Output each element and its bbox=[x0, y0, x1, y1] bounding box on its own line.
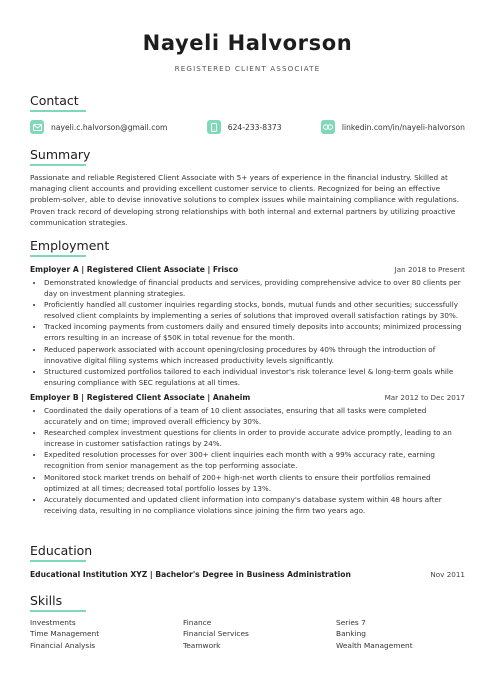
skills-section bbox=[30, 590, 465, 651]
contact-section bbox=[30, 90, 465, 134]
skill-item: Series 7 bbox=[336, 618, 366, 627]
skill-item: Investments bbox=[30, 618, 76, 627]
summary-section bbox=[30, 144, 465, 228]
job-bullet: • Tracked incoming payments from customers daily and ensured timely deposits into accounts; minimized processing errors resulting in an increase of $50K in total revenue for the month. bbox=[44, 321, 465, 343]
education-heading: Education bbox=[30, 543, 93, 558]
skill-item: Financial Analysis bbox=[30, 640, 96, 650]
job-bullet: • Coordinated the daily operations of a team of 10 client associates, ensuring that all tasks were completed accurately and on time; improved overall efficiency by 30%. bbox=[44, 405, 465, 427]
skill-item: Banking bbox=[336, 629, 366, 639]
contact-row bbox=[30, 120, 465, 134]
skills-grid bbox=[30, 618, 465, 651]
phone-icon bbox=[207, 120, 221, 134]
candidate-title: REGISTERED CLIENT ASSOCIATE bbox=[174, 64, 321, 73]
phone-text: 624-233-8373 bbox=[227, 122, 282, 132]
education-section bbox=[30, 540, 465, 579]
job-bullet: • Structured customized portfolios tailored to each individual investor's risk tolerance level & long-term goals while ensuring compliance with SEC regulations at all times. bbox=[44, 366, 465, 388]
link-icon bbox=[321, 120, 335, 134]
job-title: Employer A | Registered Client Associate | Frisco bbox=[30, 265, 239, 274]
contact-phone[interactable] bbox=[207, 120, 282, 134]
job-entry bbox=[30, 393, 465, 516]
contact-linkedin[interactable] bbox=[321, 120, 465, 134]
education-entry: Educational Institution XYZ | Bachelor's Degree in Business Administration bbox=[30, 570, 351, 579]
job-dates: Mar 2012 to Dec 2017 bbox=[384, 392, 465, 402]
job-bullet: • Monitored stock market trends on behalf of 200+ high-net worth clients to ensure their portfolios remained optimized at all times; decreased total portfolio losses by 13%. bbox=[44, 472, 465, 494]
envelope-icon bbox=[30, 120, 44, 134]
linkedin-text: linkedin.com/in/nayeli-halvorson bbox=[341, 122, 465, 132]
contact-heading: Contact bbox=[30, 93, 79, 108]
job-dates: Jan 2018 to Present bbox=[394, 265, 465, 274]
job-title: Employer B | Registered Client Associate | Anaheim bbox=[30, 392, 251, 402]
candidate-name: Nayeli Halvorson bbox=[142, 31, 353, 55]
summary-heading: Summary bbox=[30, 147, 91, 162]
job-bullet: • Researched complex investment questions for clients in order to provide accurate advice promptly, leading to an increase in customer satisfaction ratings by 24%. bbox=[44, 427, 465, 449]
contact-email[interactable] bbox=[30, 120, 167, 134]
skill-item: Teamwork bbox=[183, 640, 221, 650]
job-bullet: • Expedited resolution processes for over 300+ client inquiries each month with a 99% accuracy rate, earning recognition from senior management as the top performing associate. bbox=[44, 449, 465, 471]
summary-text: Passionate and reliable Registered Client Associate with 5+ years of experience in the financial industry. Skilled at managing client accounts and providing excellent customer service to clients. Recognized for being an effective problem-solver, able to devise innovative solutions to complex issues while maintaining compliance with regulations. Proven track record of developing strong relationships with both internal and external partners by utilizing proactive communication strategies. bbox=[30, 173, 459, 227]
job-bullet: • Demonstrated knowledge of financial products and services, providing comprehensive advice to over 80 clients per day on investment planning strategies. bbox=[44, 277, 465, 299]
job-bullet: • Proficiently handled all customer inquiries regarding stocks, bonds, mutual funds and other securities; successfully resolved client complaints by implementing a series of solutions that improved overall satisfaction ratings by 30%. bbox=[44, 299, 465, 321]
employment-section bbox=[30, 235, 465, 516]
employment-heading: Employment bbox=[30, 238, 110, 253]
skill-item: Financial Services bbox=[183, 629, 249, 639]
skills-heading: Skills bbox=[30, 593, 63, 608]
job-bullet: • Reduced paperwork associated with account opening/closing procedures by 40% through the introduction of innovative digital filing systems which increased productivity levels significantly. bbox=[44, 344, 465, 366]
job-bullets bbox=[30, 277, 465, 388]
job-entry bbox=[30, 265, 465, 388]
skill-item: Time Management bbox=[30, 629, 100, 639]
education-date: Nov 2011 bbox=[430, 570, 465, 579]
skill-item: Wealth Management bbox=[336, 640, 413, 650]
job-bullet: • Accurately documented and updated client information into company's database system within 48 hours after receiving data, resulting in no compliance violations since joining the firm two years ago. bbox=[44, 494, 465, 516]
job-bullets bbox=[30, 405, 465, 516]
email-text: nayeli.c.halvorson@gmail.com bbox=[51, 122, 168, 132]
skill-item: Finance bbox=[183, 618, 212, 627]
